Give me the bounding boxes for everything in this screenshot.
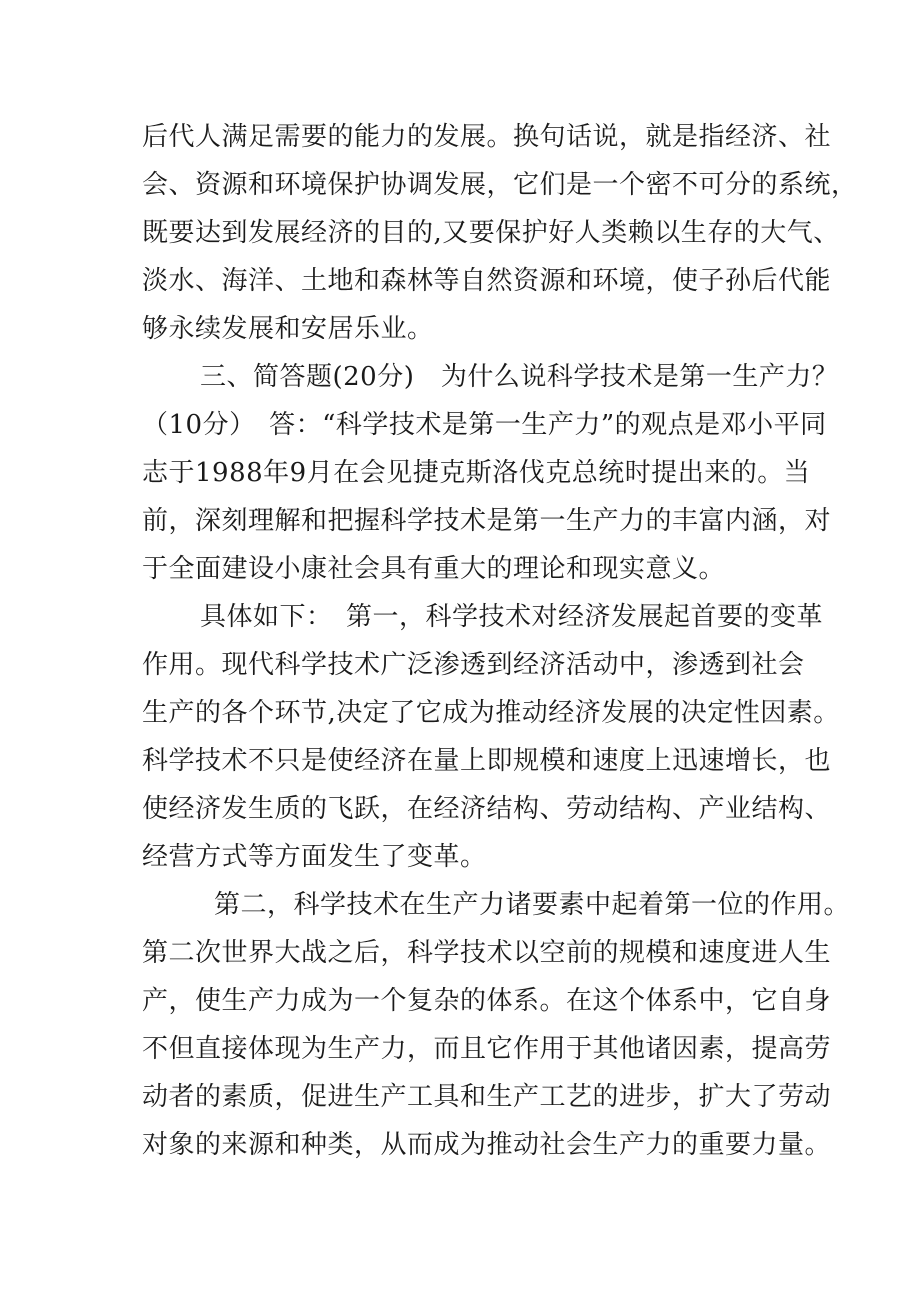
text-line-10: 于全面建设小康社会具有重大的理论和现实意义。 <box>142 554 726 584</box>
text-line-20: 不但直接体现为生产力，而且它作用于其他诸因素，提高劳 <box>142 1034 832 1064</box>
section-heading-line: 三、简答题(20分) 为什么说科学技术是第一生产力？ <box>200 362 839 392</box>
text-line-5: 够永续发展和安居乐业。 <box>142 314 434 344</box>
paragraph-start-line-11: 具体如下： 第一，科学技术对经济发展起首要的变革 <box>200 602 824 632</box>
text-line-8: 志于1988年9月在会见捷克斯洛伐克总统时提出来的。当 <box>142 458 811 488</box>
text-line-19: 产，使生产力成为一个复杂的体系。在这个体系中，它自身 <box>142 986 832 1016</box>
text-line-4: 淡水、海洋、土地和森林等自然资源和环境，使子孙后代能 <box>142 266 832 296</box>
text-line-9: 前，深刻理解和把握科学技术是第一生产力的丰富内涵，对 <box>142 506 832 536</box>
text-line-14: 科学技术不只是使经济在量上即规模和速度上迅速增长，也 <box>142 746 832 776</box>
text-line-18: 第二次世界大战之后，科学技术以空前的规模和速度进人生 <box>142 938 832 968</box>
text-line-13: 生产的各个环节,决定了它成为推动经济发展的决定性因素。 <box>142 698 840 728</box>
text-line-16: 经营方式等方面发生了变革。 <box>142 842 487 872</box>
text-line-22: 对象的来源和种类，从而成为推动社会生产力的重要力量。 <box>142 1130 832 1160</box>
text-line-15: 使经济发生质的飞跃，在经济结构、劳动结构、产业结构、 <box>142 794 832 824</box>
text-line-1: 后代人满足需要的能力的发展。换句话说，就是指经济、社 <box>142 122 832 152</box>
text-line-21: 动者的素质，促进生产工具和生产工艺的进步，扩大了劳动 <box>142 1082 832 1112</box>
text-line-2: 会、资源和环境保护协调发展，它们是一个密不可分的系统， <box>142 170 858 200</box>
text-line-7: （10分） 答：“科学技术是第一生产力”的观点是邓小平同 <box>142 410 827 440</box>
text-line-12: 作用。现代科学技术广泛渗透到经济活动中，渗透到社会 <box>142 650 805 680</box>
text-line-3: 既要达到发展经济的目的,又要保护好人类赖以生存的大气、 <box>142 218 840 248</box>
paragraph-start-line-17: 第二，科学技术在生产力诸要素中起着第一位的作用。 <box>214 890 851 920</box>
